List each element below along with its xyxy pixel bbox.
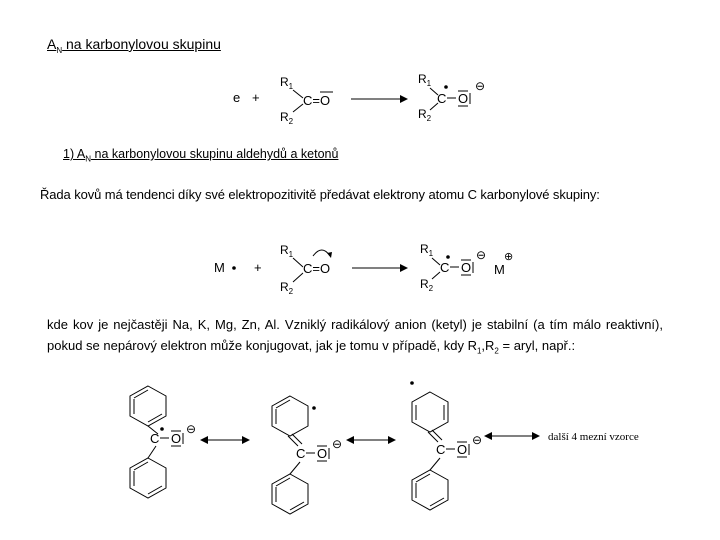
- product-c: C: [437, 91, 447, 106]
- svg-text:⊖: ⊖: [472, 433, 483, 447]
- svg-text:O: O: [171, 431, 182, 446]
- product-o: O: [458, 91, 469, 106]
- svg-text:C: C: [440, 260, 450, 275]
- svg-text:C: C: [150, 431, 160, 446]
- minus-charge: ⊖: [475, 79, 486, 93]
- scheme-metal-addition: [210, 236, 520, 298]
- svg-text:R2: $R_2$: [420, 277, 434, 293]
- carbonyl-label-2: C=O: [303, 261, 331, 276]
- metal-dot: [232, 266, 236, 270]
- product-r1: $R_1$: [418, 72, 432, 88]
- electron-label: e: [233, 90, 241, 105]
- resonance-structure-2: [272, 396, 342, 514]
- page-heading: $A_N$ na karbonylovou skupinu: [47, 36, 221, 55]
- svg-text:⊖: ⊖: [332, 437, 343, 451]
- metal-cation: M: [494, 262, 505, 277]
- more-structures-note: další 4 mezní vzorce: [548, 431, 639, 443]
- radical-dot: [444, 85, 448, 89]
- plus-sign: +: [252, 90, 260, 105]
- svg-text:O: O: [317, 446, 328, 461]
- svg-text:O: O: [461, 260, 472, 275]
- metal-label: M: [214, 260, 225, 275]
- product-r2: $R_2$: [418, 107, 432, 123]
- plus-charge: ⊕: [504, 251, 514, 263]
- plus-sign-2: +: [254, 260, 262, 275]
- scheme-electron-addition: [225, 66, 505, 136]
- resonance-structure-3: [410, 381, 482, 510]
- explanation-paragraph: kde kov je nejčastěji Na, K, Mg, Zn, Al. Vzniklý radikálový anion (ketyl) je stabilní (a tím málo reaktivní), pokud se nepárový elektron může konjugovat, jak je tomu v případě, kdy $R_1,R_2$ = aryl, např.:: [47, 317, 663, 356]
- arrow-head: [400, 95, 408, 103]
- bond-r2: [293, 104, 303, 112]
- svg-text:O: O: [457, 442, 468, 457]
- bond-r1: [293, 90, 303, 98]
- svg-text:⊖: ⊖: [476, 248, 487, 262]
- svg-text:C: C: [436, 442, 446, 457]
- section-title: 1) $A_N$ na karbonylovou skupinu aldehydů a ketonů: [63, 147, 339, 164]
- resonance-structures: [100, 378, 700, 538]
- r2-label: $R_2$: [280, 110, 294, 126]
- resonance-structure-1: [130, 386, 196, 498]
- r1-label: $R_1$: [280, 75, 294, 91]
- svg-text:C: C: [296, 446, 306, 461]
- svg-text:R1: $R_1$: [420, 242, 434, 258]
- svg-text:R1: $R_1$: [280, 243, 294, 259]
- carbonyl-label: C=O: [303, 93, 331, 108]
- svg-text:⊖: ⊖: [186, 422, 197, 436]
- svg-text:R2: $R_2$: [280, 280, 294, 296]
- intro-text: Řada kovů má tendenci díky své elektropozitivitě předávat elektrony atomu C karbonylové skupiny:: [40, 187, 600, 202]
